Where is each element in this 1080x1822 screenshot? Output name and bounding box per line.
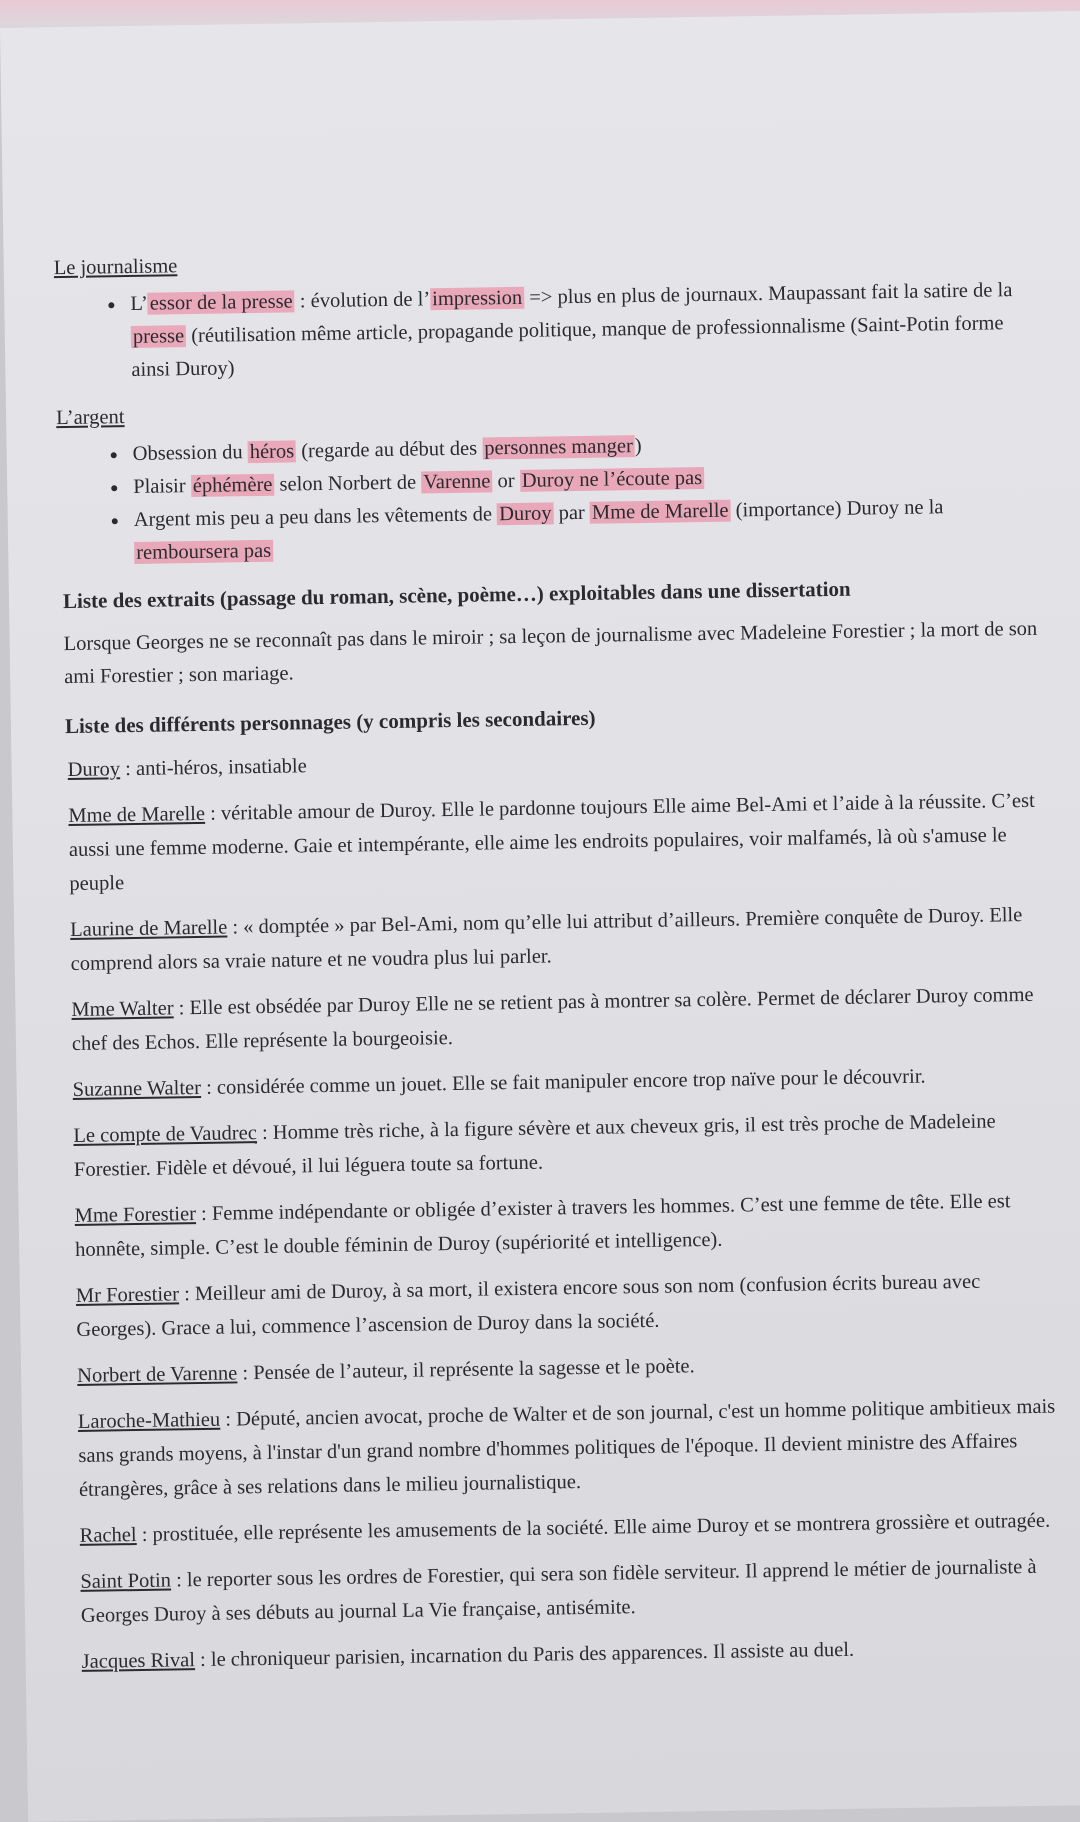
character-name: Norbert de Varenne — [77, 1362, 238, 1387]
list-item: • Obsession du héros (regarde au début des personnes manger) — [128, 424, 1046, 471]
character-entry: Laurine de Marelle : « domptée » par Bel-Ami, nom qu’elle lui attribut d’ailleurs. Première conquête de Duroy. Elle comprend alors sa vraie nature et ne voudra plus lui parler. — [70, 904, 1023, 976]
character-desc: Pensée de l’auteur, il représente la sagesse et le poète. — [253, 1355, 695, 1385]
extraits-heading: Liste des extraits (passage du roman, scène, poème…) exploitables dans une dissertation — [62, 576, 851, 614]
character-desc: véritable amour de Duroy. Elle le pardonne toujours Elle aime Bel-Ami et l’aide à la réussite. C’est aussi une femme moderne. Gaie et intempérante, elle aime les endroits populaires, voir malfamés, là où s'amuse le peuple — [68, 789, 1035, 896]
highlight: personnes manger — [484, 435, 633, 460]
character-desc: considérée comme un jouet. Elle se fait manipuler encore trop naïve pour le découvrir. — [216, 1065, 926, 1099]
character-name: Saint Potin — [80, 1569, 172, 1593]
character-desc: Député, ancien avocat, proche de Walter et de son journal, c'est un homme politique ambitieux mais sans grands moyens, à l'instar d'un grand nombre d'hommes politiques de l'époque. Il devient ministre des Affaires étrangères, grâce à ses relations dans le milieu journalistique. — [78, 1395, 1056, 1501]
paper-sheet — [0, 11, 1080, 1822]
list-item: • L’essor de la presse : évolution de l’impression => plus en plus de journaux. Maupassant fait la satire de la presse (réutilisation même article, propagande politique, manque de professionnalisme (Saint-Potin forme ainsi Duroy) — [126, 274, 1045, 387]
highlight: Varenne — [423, 470, 491, 494]
character-name: Duroy — [67, 758, 121, 782]
highlight: remboursera pas — [136, 539, 272, 564]
character-entry: Laroche-Mathieu : Député, ancien avocat, proche de Walter et de son journal, c'est un homme politique ambitieux mais sans grands moyens, à l'instar d'un grand nombre d'hommes politiques de l'époque. Il devient ministre des Affaires étrangères, grâce à ses relations dans le milieu journalistique. — [77, 1395, 1056, 1501]
section-title-argent: L’argent — [55, 406, 125, 430]
character-name: Le compte de Vaudrec — [73, 1122, 258, 1147]
highlight: héros — [249, 440, 295, 464]
extraits-text: Lorsque Georges ne se reconnaît pas dans le miroir ; sa leçon de journalisme avec Madeleine Forestier ; la mort de son ami Forestier ; son mariage. — [63, 617, 1038, 689]
character-desc: Femme indépendante or obligée d’exister à travers les hommes. C’est une femme de tête. Elle est honnête, simple. C’est le double féminin de Duroy (supériorité et intelligence). — [75, 1190, 1011, 1261]
personnages-heading: Liste des différents personnages (y compris les secondaires) — [64, 705, 596, 739]
highlight: impression — [432, 286, 523, 311]
character-entry: Mme Forestier : Femme indépendante or obligée d’exister à travers les hommes. C’est une femme de tête. Elle est honnête, simple. C’est le double féminin de Duroy (supériorité et intelligence). — [74, 1190, 1011, 1261]
character-entry: Suzanne Walter : considérée comme un jouet. Elle se fait manipuler encore trop naïve pour le découvrir. — [72, 1065, 926, 1101]
character-name: Mr Forestier — [75, 1283, 180, 1307]
character-entry: Mme Walter : Elle est obsédée par Duroy Elle ne se retient pas à montrer sa colère. Permet de déclarer Duroy comme chef des Echos. Elle représente la bourgeoisie. — [71, 983, 1034, 1055]
highlight: éphémère — [192, 473, 273, 498]
highlight: essor de la presse — [149, 290, 293, 315]
character-entry: Norbert de Varenne : Pensée de l’auteur, il représente la sagesse et le poète. — [77, 1355, 695, 1387]
character-desc: Elle est obsédée par Duroy Elle ne se retient pas à montrer sa colère. Permet de déclarer Duroy comme chef des Echos. Elle représente la bourgeoisie. — [71, 983, 1034, 1055]
character-name: Suzanne Walter — [72, 1076, 202, 1101]
highlight: presse — [132, 325, 185, 348]
character-name: Laroche-Mathieu — [77, 1408, 221, 1433]
character-entry: Mme de Marelle : véritable amour de Duroy. Elle le pardonne toujours Elle aime Bel-Ami et l’aide à la réussite. C’est aussi une femme moderne. Gaie et intempérante, elle aime les endroits populaires, voir malfamés, là où s'amuse le peuple — [68, 789, 1035, 896]
character-name: Rachel — [79, 1524, 137, 1547]
character-entry: Duroy : anti-héros, insatiable — [67, 755, 307, 782]
argent-list — [56, 424, 1048, 572]
character-desc: le reporter sous les ordres de Forestier, qui sera son fidèle serviteur. Il apprend le métier de journaliste à Georges Duroy à ses débuts au journal La Vie française, antisémite. — [80, 1555, 1037, 1627]
character-name: Laurine de Marelle — [70, 916, 228, 942]
character-name: Mme Forestier — [74, 1203, 197, 1227]
section-title-journalisme: Le journalisme — [53, 255, 178, 280]
character-desc: « domptée » par Bel-Ami, nom qu’elle lui attribut d’ailleurs. Première conquête de Duroy. Elle comprend alors sa vraie nature et ne voudra plus lui parler. — [70, 904, 1023, 976]
character-desc: prostituée, elle représente les amusements de la société. Elle aime Duroy et se montrera grossière et outragée. — [152, 1509, 1051, 1546]
journalisme-list — [54, 274, 1045, 389]
character-entry: Jacques Rival : le chroniqueur parisien, incarnation du Paris des apparences. Il assiste au duel. — [81, 1638, 855, 1673]
character-entry: Mr Forestier : Meilleur ami de Duroy, à sa mort, il existera encore sous son nom (confusion écrits bureau avec Georges). Grace a lui, commence l’ascension de Duroy dans la société. — [75, 1270, 981, 1341]
character-entry: Rachel : prostituée, elle représente les amusements de la société. Elle aime Duroy et se montrera grossière et outragée. — [79, 1509, 1051, 1547]
character-desc: Homme très riche, à la figure sévère et aux cheveux gris, il est très proche de Madeleine Forestier. Fidèle et dévoué, il lui léguera toute sa fortune. — [73, 1110, 996, 1181]
highlight: Duroy ne l’écoute pas — [521, 467, 703, 492]
list-item: • Plaisir éphémère selon Norbert de Varenne or Duroy ne l’écoute pas — [129, 457, 1047, 504]
character-desc: anti-héros, insatiable — [135, 755, 307, 780]
character-desc: Meilleur ami de Duroy, à sa mort, il existera encore sous son nom (confusion écrits bureau avec Georges). Grace a lui, commence l’ascension de Duroy dans la société. — [76, 1270, 981, 1341]
character-entry: Le compte de Vaudrec : Homme très riche, à la figure sévère et aux cheveux gris, il est très proche de Madeleine Forestier. Fidèle et dévoué, il lui léguera toute sa fortune. — [73, 1110, 996, 1181]
character-name: Mme de Marelle — [68, 802, 206, 828]
character-name: Mme Walter — [71, 997, 174, 1021]
highlight: Duroy — [498, 502, 552, 526]
highlight: Mme de Marelle — [591, 499, 729, 524]
list-item: • Argent mis peu a peu dans les vêtements de Duroy par Mme de Marelle (importance) Duroy ne la remboursera pas — [129, 490, 1048, 570]
character-entry: Saint Potin : le reporter sous les ordres de Forestier, qui sera son fidèle serviteur. Il apprend le métier de journaliste à Georges Duroy à ses débuts au journal La Vie française, antisémite. — [80, 1555, 1037, 1627]
character-desc: le chroniqueur parisien, incarnation du Paris des apparences. Il assiste au duel. — [210, 1638, 855, 1671]
character-name: Jacques Rival — [81, 1649, 196, 1673]
document-content — [54, 237, 1066, 1691]
